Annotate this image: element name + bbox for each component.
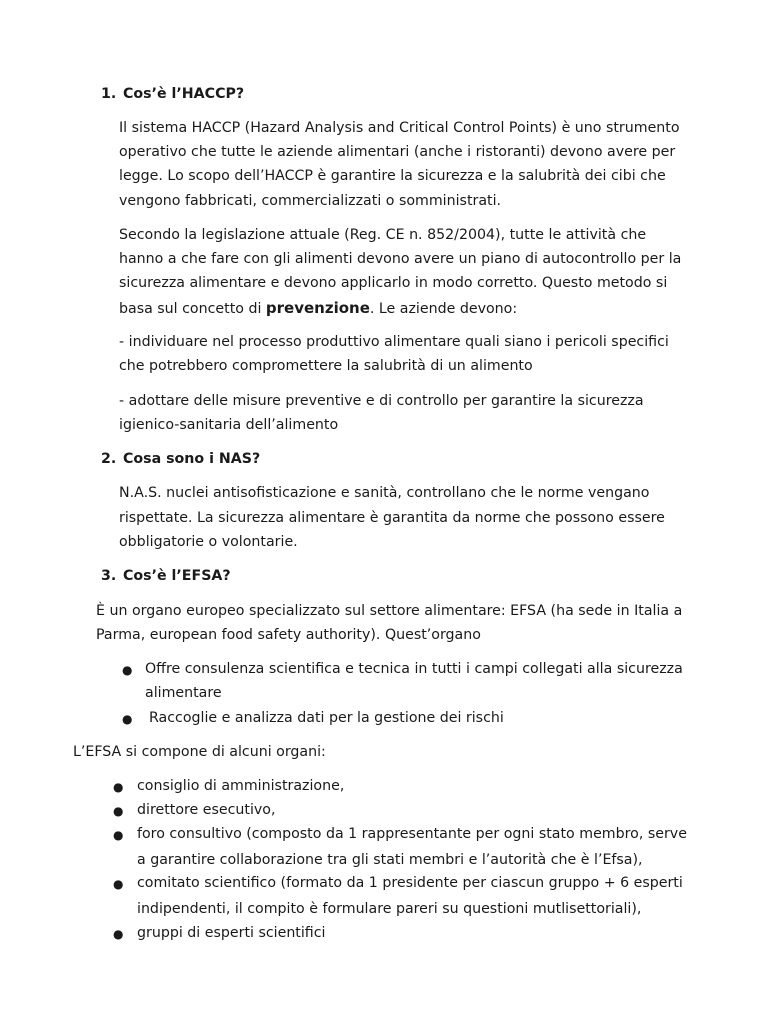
list-item: direttore esecutivo, bbox=[137, 802, 276, 818]
dash-item-line: igienico-sanitaria dell’alimento bbox=[119, 417, 339, 433]
section-number-3: 3. bbox=[101, 568, 117, 584]
bullet-icon: ● bbox=[122, 663, 133, 677]
list-item-continuation: a garantire collaborazione tra gli stati membri e l’autorità che è l’Efsa), bbox=[137, 852, 643, 868]
bullet-icon: ● bbox=[113, 828, 124, 842]
paragraph-line: vengono fabbricati, commercializzati o somministrati. bbox=[119, 193, 502, 209]
paragraph-line: rispettate. La sicurezza alimentare è garantita da norme che possono essere bbox=[119, 510, 665, 526]
section-heading-1 bbox=[101, 86, 244, 102]
bullet-icon: ● bbox=[122, 712, 133, 726]
section-number-2: 2. bbox=[101, 451, 117, 467]
dash-item-line: - individuare nel processo produttivo alimentare quali siano i pericoli specifici bbox=[119, 334, 669, 350]
dash-item-line: - adottare delle misure preventive e di controllo per garantire la sicurezza bbox=[119, 393, 644, 409]
list-item: Offre consulenza scientifica e tecnica in tutti i campi collegati alla sicurezza bbox=[145, 661, 683, 677]
paragraph-line: Parma, european food safety authority). Quest’organo bbox=[96, 627, 481, 643]
text-run: . Le aziende devono: bbox=[369, 301, 518, 317]
list-item: gruppi di esperti scientifici bbox=[137, 925, 326, 941]
bullet-icon: ● bbox=[113, 927, 124, 941]
paragraph-line: L’EFSA si compone di alcuni organi: bbox=[73, 744, 326, 760]
paragraph-line: È un organo europeo specializzato sul settore alimentare: EFSA (ha sede in Italia a bbox=[96, 603, 683, 619]
section-title-3: Cos’è l’EFSA? bbox=[123, 568, 231, 584]
list-item: consiglio di amministrazione, bbox=[137, 778, 345, 794]
paragraph-line: sicurezza alimentare e devono applicarlo in modo corretto. Questo metodo si bbox=[119, 275, 668, 291]
bullet-icon: ● bbox=[113, 780, 124, 794]
paragraph-line: operativo che tutte le aziende alimentari (anche i ristoranti) devono avere per bbox=[119, 144, 676, 160]
paragraph-line: N.A.S. nuclei antisofisticazione e sanità, controllano che le norme vengano bbox=[119, 485, 650, 501]
list-item-continuation: indipendenti, il compito è formulare pareri su questioni mutlisettoriali), bbox=[137, 901, 642, 917]
paragraph-line bbox=[119, 299, 517, 317]
list-item: foro consultivo (composto da 1 rappresentante per ogni stato membro, serve bbox=[137, 826, 687, 842]
section-number-1: 1. bbox=[101, 86, 117, 102]
text-run: basa sul concetto di bbox=[119, 301, 266, 317]
list-item: Raccoglie e analizza dati per la gestione dei rischi bbox=[149, 710, 504, 726]
section-heading-3 bbox=[101, 568, 231, 584]
list-item: comitato scientifico (formato da 1 presidente per ciascun gruppo + 6 esperti bbox=[137, 875, 683, 891]
bullet-icon: ● bbox=[113, 804, 124, 818]
paragraph-line: Secondo la legislazione attuale (Reg. CE n. 852/2004), tutte le attività che bbox=[119, 227, 647, 243]
dash-item-line: che potrebbero compromettere la salubrità di un alimento bbox=[119, 358, 533, 374]
section-title-1: Cos’è l’HACCP? bbox=[123, 86, 245, 102]
paragraph-line: legge. Lo scopo dell’HACCP è garantire la sicurezza e la salubrità dei cibi che bbox=[119, 168, 666, 184]
paragraph-line: Il sistema HACCP (Hazard Analysis and Critical Control Points) è uno strumento bbox=[119, 120, 680, 136]
section-heading-2 bbox=[101, 451, 260, 467]
bullet-icon: ● bbox=[113, 877, 124, 891]
list-item-continuation: alimentare bbox=[145, 685, 222, 701]
paragraph-line: hanno a che fare con gli alimenti devono avere un piano di autocontrollo per la bbox=[119, 251, 682, 267]
paragraph-line: obbligatorie o volontarie. bbox=[119, 534, 298, 550]
bold-term-prevenzione: prevenzione bbox=[265, 299, 370, 317]
section-title-2: Cosa sono i NAS? bbox=[123, 451, 261, 467]
